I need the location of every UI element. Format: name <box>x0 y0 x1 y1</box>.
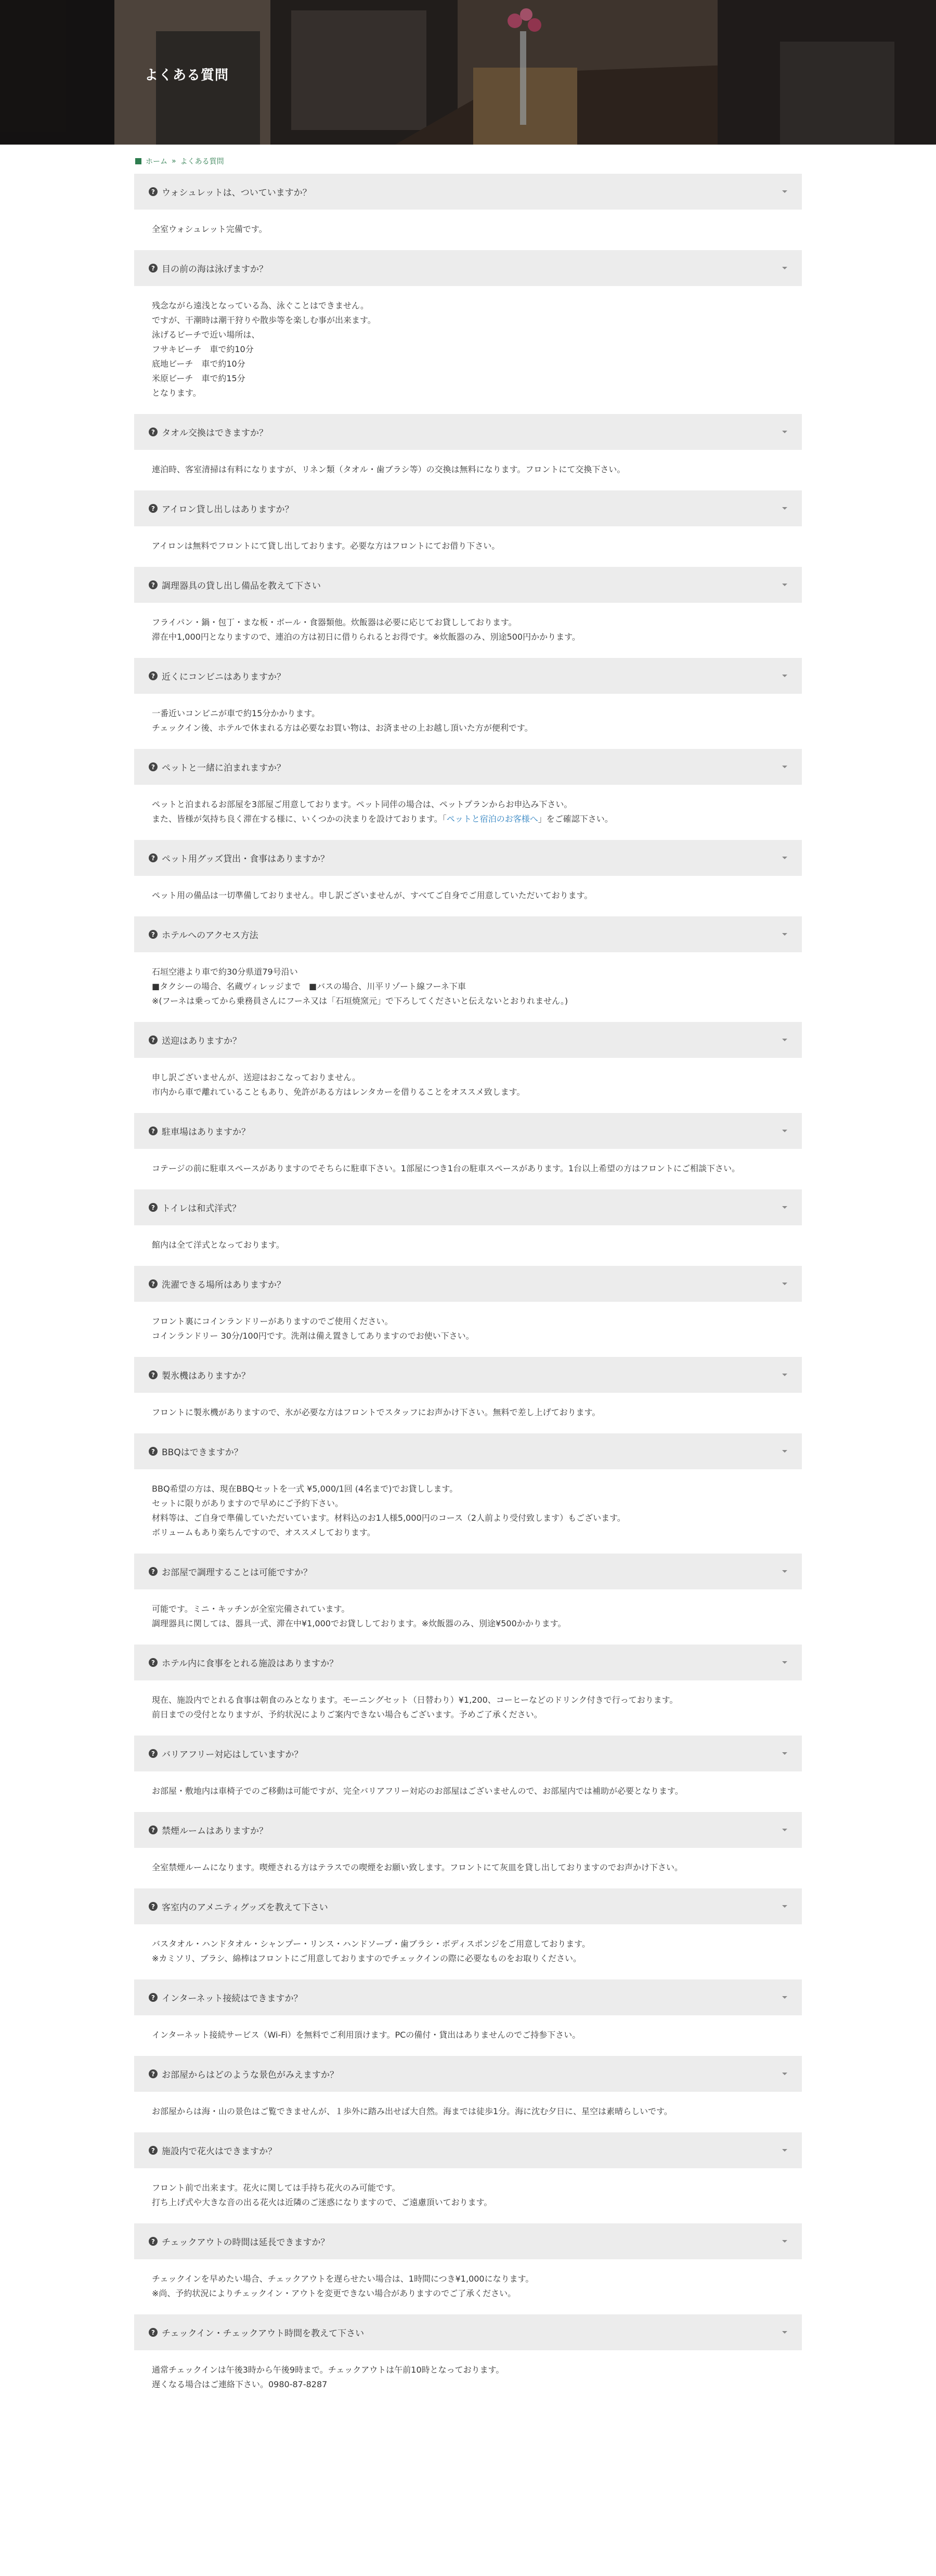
faq-item <box>134 1113 802 1189</box>
faq-question-text: チェックイン・チェックアウト時間を教えて下さい <box>162 2328 365 2339</box>
faq-item <box>134 174 802 250</box>
question-circle-icon: ? <box>149 2146 158 2155</box>
chevron-down-icon <box>782 1039 787 1041</box>
chevron-down-icon <box>782 933 787 936</box>
question-circle-icon: ? <box>149 671 158 680</box>
breadcrumb-home-link[interactable]: ホーム <box>146 158 167 166</box>
faq-question-text: インターネット接続はできますか？ <box>162 1994 303 2004</box>
faq-answer <box>134 2259 802 2314</box>
chevron-down-icon <box>782 1661 787 1664</box>
faq-question-toggle[interactable] <box>134 1736 802 1771</box>
faq-question-toggle[interactable] <box>134 658 802 694</box>
chevron-down-icon <box>782 1752 787 1755</box>
faq-item <box>134 414 802 490</box>
faq-answer-line: 材料等は、ご自身で準備していただいています。材料込のお1人様5,000円のコース（2人前より受付致します）もございます。 <box>152 1513 626 1523</box>
question-circle-icon: ? <box>149 1279 158 1288</box>
faq-answer <box>134 876 802 916</box>
question-circle-icon: ? <box>149 580 158 589</box>
faq-question-toggle[interactable] <box>134 567 802 603</box>
faq-answer <box>134 1058 802 1113</box>
faq-answer-line: フサキビーチ 車で約10分 <box>152 344 254 354</box>
chevron-down-icon <box>782 1130 787 1132</box>
faq-answer-line: 底地ビーチ 車で約10分 <box>152 359 245 369</box>
chevron-down-icon <box>782 2240 787 2243</box>
faq-question-text: 客室内のアメニティグッズを教えて下さい <box>162 1902 328 1913</box>
faq-question-toggle[interactable] <box>134 749 802 785</box>
faq-question-text: 調理器具の貸し出し備品を教えて下さい <box>162 581 321 591</box>
faq-answer-line: 打ち上げ式や大きな音の出る花火は近隣のご迷惑になりますので、ご遠慮頂いております。 <box>152 2197 492 2207</box>
faq-question-toggle[interactable] <box>134 1357 802 1393</box>
faq-question-text: 送迎はありますか？ <box>162 1036 241 1046</box>
faq-answer <box>134 1924 802 1979</box>
chevron-down-icon <box>782 2331 787 2334</box>
chevron-down-icon <box>782 431 787 433</box>
question-circle-icon: ? <box>149 1902 158 1911</box>
faq-question-toggle[interactable] <box>134 1812 802 1848</box>
faq-answer <box>134 1302 802 1357</box>
faq-answer-line: 米原ビーチ 車で約15分 <box>152 373 245 383</box>
breadcrumb-current: よくある質問 <box>180 158 224 166</box>
faq-answer-line: 一番近いコンビニが車で約15分かかります。 <box>152 708 320 718</box>
faq-item <box>134 840 802 916</box>
faq-question-toggle[interactable] <box>134 1979 802 2015</box>
faq-answer-line: ペット用の備品は一切準備しておりません。申し訳ございませんが、すべてご自身でご用意していただいております。 <box>152 890 593 900</box>
faq-answer <box>134 1848 802 1888</box>
faq-answer-line: 可能です。ミニ・キッチンが全室完備されています。 <box>152 1604 350 1614</box>
faq-answer-line: フロント裏にコインランドリーがありますのでご使用ください。 <box>152 1316 393 1326</box>
faq-item <box>134 2223 802 2314</box>
chevron-down-icon <box>782 190 787 193</box>
faq-answer-line: フロント前で出来ます。花火に関しては手持ち花火のみ可能です。 <box>152 2183 400 2193</box>
hero-overlay <box>0 0 936 145</box>
faq-answer <box>134 2092 802 2132</box>
faq-answer-line: お部屋・敷地内は車椅子でのご移動は可能ですが、完全バリアフリー対応のお部屋はございませんので、お部屋内では補助が必要となります。 <box>152 1786 683 1796</box>
faq-answer-line: コインランドリー 30分/100円です。洗剤は備え置きしてありますのでお使い下さい。 <box>152 1331 474 1341</box>
chevron-down-icon <box>782 1450 787 1453</box>
faq-answer-line: お部屋からは海・山の景色はご覧できませんが、１歩外に踏み出せば大自然。海までは徒歩1分。海に沈む夕日に、星空は素晴らしいです。 <box>152 2106 672 2116</box>
faq-question-text: 禁煙ルームはありますか？ <box>162 1826 268 1836</box>
faq-question-toggle[interactable] <box>134 414 802 450</box>
question-circle-icon: ? <box>149 1826 158 1834</box>
faq-question-toggle[interactable] <box>134 2132 802 2168</box>
faq-item <box>134 2056 802 2132</box>
faq-answer-line: 残念ながら遠浅となっている為、泳ぐことはできません。 <box>152 301 369 310</box>
faq-answer <box>134 2015 802 2056</box>
hero-banner <box>0 0 936 145</box>
question-circle-icon: ? <box>149 1567 158 1576</box>
faq-question-text: 施設内で花火はできますか？ <box>162 2146 277 2157</box>
faq-answer-line: フライパン・鍋・包丁・まな板・ボール・食器類他。炊飯器は必要に応じてお貸ししております。 <box>152 617 517 627</box>
faq-question-toggle[interactable] <box>134 840 802 876</box>
faq-answer-line: ですが、干潮時は潮干狩りや散歩等を楽しむ事が出来ます。 <box>152 315 376 325</box>
chevron-down-icon <box>782 1283 787 1285</box>
question-circle-icon: ? <box>149 187 158 196</box>
faq-item <box>134 490 802 567</box>
faq-question-toggle[interactable] <box>134 1433 802 1469</box>
chevron-down-icon <box>782 857 787 859</box>
faq-answer-line: 遅くなる場合はご連絡下さい。0980-87-8287 <box>152 2379 328 2389</box>
faq-question-text: ペットと一緒に泊まれますか？ <box>162 763 285 773</box>
faq-question-toggle[interactable] <box>134 174 802 210</box>
chevron-down-icon <box>782 2073 787 2075</box>
faq-answer-text: 」をご確認下さい。 <box>538 814 613 824</box>
faq-answer-line: 連泊時、客室清掃は有料になりますが、リネン類（タオル・歯ブラシ等）の交換は無料になります。フロントにて交換下さい。 <box>152 464 626 474</box>
faq-answer-line: インターネット接続サービス（Wi-Fi）を無料でご利用頂けます。PCの備付・貸出はありませんのでご持参下さい。 <box>152 2030 581 2040</box>
faq-item <box>134 2314 802 2405</box>
faq-question-text: タオル交換はできますか？ <box>162 428 268 438</box>
faq-item <box>134 2132 802 2223</box>
faq-question-toggle[interactable] <box>134 1554 802 1589</box>
faq-question-text: 製氷機はありますか？ <box>162 1371 250 1381</box>
faq-answer-line <box>152 812 784 826</box>
faq-answer-line: となります。 <box>152 388 201 398</box>
faq-answer <box>134 2168 802 2223</box>
faq-answer-text: また、皆様が気持ち良く滞在する様に、いくつかの決まりを設けております。「 <box>152 814 447 824</box>
faq-question-toggle[interactable] <box>134 1022 802 1058</box>
faq-question-toggle[interactable] <box>134 1189 802 1225</box>
question-circle-icon: ? <box>149 2237 158 2246</box>
breadcrumb-separator: » <box>172 157 176 165</box>
question-circle-icon: ? <box>149 1035 158 1044</box>
faq-answer-line: 全室禁煙ルームになります。喫煙される方はテラスでの喫煙をお願い致します。フロントにて灰皿を貸し出しておりますのでお声かけ下さい。 <box>152 1862 683 1872</box>
faq-question-text: ペット用グッズ貸出・食事はありますか？ <box>162 854 330 864</box>
faq-question-text: ホテル内に食事をとれる施設はありますか？ <box>162 1659 339 1669</box>
faq-answer-line: セットに限りがありますので早めにご予約下さい。 <box>152 1498 344 1508</box>
faq-answer <box>134 694 802 749</box>
faq-answer-line: ボリュームもあり楽ちんですので、オススメしております。 <box>152 1528 375 1537</box>
chevron-down-icon <box>782 267 787 269</box>
faq-answer <box>134 1393 802 1433</box>
chevron-down-icon <box>782 584 787 586</box>
question-circle-icon: ? <box>149 1658 158 1667</box>
faq-item <box>134 1645 802 1736</box>
faq-answer <box>134 286 802 414</box>
faq-question-text: 駐車場はありますか？ <box>162 1127 250 1137</box>
faq-answer-line: ※(フーネは乗ってから乗務員さんにフーネ又は「石垣焼窯元」で下ろしてくださいと伝えないとおりれません。) <box>152 996 568 1006</box>
faq-question-text: お部屋で調理することは可能ですか？ <box>162 1568 312 1578</box>
chevron-down-icon <box>782 766 787 768</box>
faq-answer <box>134 1589 802 1645</box>
faq-question-text: お部屋からはどのような景色がみえますか？ <box>162 2070 339 2080</box>
question-circle-icon: ? <box>149 428 158 436</box>
faq-answer <box>134 450 802 490</box>
faq-question-text: BBQはできますか？ <box>162 1447 243 1458</box>
faq-item <box>134 1979 802 2056</box>
chevron-down-icon <box>782 1996 787 1999</box>
faq-item <box>134 1266 802 1357</box>
faq-question-text: アイロン貸し出しはありますか？ <box>162 504 294 515</box>
faq-answer-line: ※カミソリ、ブラシ、綿棒はフロントにご用意しておりますのでチェックインの際に必要なものをお取りください。 <box>152 1953 582 1963</box>
question-circle-icon: ? <box>149 2069 158 2078</box>
faq-question-text: トイレは和式洋式？ <box>162 1203 241 1214</box>
faq-item <box>134 1357 802 1433</box>
faq-item <box>134 1022 802 1113</box>
question-circle-icon: ? <box>149 1993 158 2002</box>
faq-question-text: 目の前の海は泳げますか？ <box>162 264 268 275</box>
faq-answer-line: コテージの前に駐車スペースがありますのでそちらに駐車下さい。1部屋につき1台の駐車スペースがあります。1台以上希望の方はフロントにご相談下さい。 <box>152 1163 740 1173</box>
chevron-down-icon <box>782 1570 787 1573</box>
chevron-down-icon <box>782 2149 787 2152</box>
chevron-down-icon <box>782 1206 787 1209</box>
faq-question-toggle[interactable] <box>134 2223 802 2259</box>
faq-answer-line: 石垣空港より車で約30分県道79号沿い <box>152 967 298 977</box>
faq-answer <box>134 1680 802 1736</box>
breadcrumb <box>135 156 224 166</box>
faq-answer <box>134 1225 802 1266</box>
question-circle-icon: ? <box>149 853 158 862</box>
faq-list <box>134 174 802 2405</box>
question-circle-icon: ? <box>149 1447 158 1456</box>
faq-answer-line: 申し訳ございませんが、送迎はおこなっておりません。 <box>152 1072 360 1082</box>
faq-item <box>134 1433 802 1554</box>
faq-answer <box>134 952 802 1022</box>
question-circle-icon: ? <box>149 930 158 939</box>
faq-answer <box>134 2350 802 2405</box>
home-icon <box>135 158 141 164</box>
faq-item <box>134 1189 802 1266</box>
faq-question-toggle[interactable] <box>134 916 802 952</box>
faq-answer <box>134 526 802 567</box>
faq-answer-line: チェックインを早めたい場合、チェックアウトを遅らせたい場合は、1時間につき¥1,000になります。 <box>152 2274 534 2284</box>
faq-question-toggle[interactable] <box>134 1645 802 1680</box>
question-circle-icon: ? <box>149 1127 158 1135</box>
faq-answer <box>134 1469 802 1554</box>
faq-item <box>134 567 802 658</box>
faq-question-toggle[interactable] <box>134 1266 802 1302</box>
faq-answer <box>134 603 802 658</box>
pet-guests-link[interactable]: ペットと宿泊のお客様へ <box>446 814 538 824</box>
faq-answer-line: 前日までの受付となりますが、予約状況によりご案内できない場合もございます。予めご了承ください。 <box>152 1710 542 1719</box>
faq-question-toggle[interactable] <box>134 1888 802 1924</box>
question-circle-icon: ? <box>149 1370 158 1379</box>
faq-answer-line: 調理器具に関しては、器具一式、滞在中¥1,000でお貸ししております。※炊飯器のみ、別途¥500かかります。 <box>152 1619 566 1628</box>
faq-answer-line: BBQ希望の方は、現在BBQセットを一式 ¥5,000/1回 (4名まで)でお貸しします。 <box>152 1484 458 1494</box>
question-circle-icon: ? <box>149 1749 158 1758</box>
faq-answer-line: ペットと泊まれるお部屋を3部屋ご用意しております。ペット同伴の場合は、ペットプランからお申込み下さい。 <box>152 799 573 809</box>
faq-answer-line: 市内から車で離れていることもあり、免許がある方はレンタカーを借りることをオススメ致します。 <box>152 1087 525 1097</box>
faq-item <box>134 1736 802 1812</box>
faq-answer-line: フロントに製氷機がありますので、氷が必要な方はフロントでスタッフにお声かけ下さい。無料で差し上げております。 <box>152 1407 601 1417</box>
chevron-down-icon <box>782 1829 787 1831</box>
question-circle-icon: ? <box>149 1203 158 1212</box>
faq-question-text: ウォシュレットは、ついていますか？ <box>162 188 311 198</box>
faq-question-text: ホテルへのアクセス方法 <box>162 930 258 941</box>
chevron-down-icon <box>782 1905 787 1908</box>
faq-answer-line: 現在、施設内でとれる食事は朝食のみとなります。モーニングセット（日替わり）¥1,200、コーヒーなどのドリンク付きで行っております。 <box>152 1695 678 1705</box>
faq-answer-line: 全室ウォシュレット完備です。 <box>152 224 267 234</box>
faq-answer <box>134 1771 802 1812</box>
faq-answer <box>134 210 802 250</box>
faq-question-text: バリアフリー対応はしていますか？ <box>162 1750 303 1760</box>
faq-answer-line: 通常チェックインは午後3時から午後9時まで。チェックアウトは午前10時となっております。 <box>152 2365 504 2375</box>
page-title: よくある質問 <box>145 68 229 83</box>
faq-answer-line: ※尚、予約状況によりチェックイン・アウトを変更できない場合がありますのでご了承ください。 <box>152 2288 516 2298</box>
faq-answer-line: 滞在中1,000円となりますので、連泊の方は初日に借りられるとお得です。※炊飯器のみ、別途500円かかります。 <box>152 632 580 642</box>
chevron-down-icon <box>782 675 787 677</box>
faq-item <box>134 916 802 1022</box>
faq-item <box>134 749 802 840</box>
faq-item <box>134 1812 802 1888</box>
faq-answer-line: バスタオル・ハンドタオル・シャンプー・リンス・ハンドソープ・歯ブラシ・ボディスポンジをご用意しております。 <box>152 1939 590 1949</box>
faq-item <box>134 1888 802 1979</box>
faq-answer-line: ■タクシーの場合、名蔵ヴィレッジまで ■バスの場合、川平リゾート線フーネ下車 <box>152 981 466 991</box>
question-circle-icon: ? <box>149 2328 158 2337</box>
faq-answer-line: チェックイン後、ホテルで休まれる方は必要なお買い物は、お済ませの上お越し頂いた方が便利です。 <box>152 723 533 733</box>
faq-question-text: 洗濯できる場所はありますか？ <box>162 1280 285 1290</box>
chevron-down-icon <box>782 507 787 510</box>
faq-answer-line: 泳げるビーチで近い場所は、 <box>152 330 260 340</box>
faq-question-toggle[interactable] <box>134 250 802 286</box>
faq-answer-line: 館内は全て洋式となっております。 <box>152 1240 284 1250</box>
question-circle-icon: ? <box>149 504 158 513</box>
question-circle-icon: ? <box>149 264 158 273</box>
faq-question-text: チェックアウトの時間は延長できますか？ <box>162 2237 330 2248</box>
faq-item <box>134 658 802 749</box>
faq-answer <box>134 1149 802 1189</box>
question-circle-icon: ? <box>149 762 158 771</box>
faq-answer-line: アイロンは無料でフロントにて貸し出しております。必要な方はフロントにてお借り下さい。 <box>152 541 500 551</box>
faq-question-toggle[interactable] <box>134 2314 802 2350</box>
faq-item <box>134 250 802 414</box>
faq-question-text: 近くにコンビニはありますか？ <box>162 672 285 682</box>
faq-question-toggle[interactable] <box>134 490 802 526</box>
faq-answer <box>134 785 802 840</box>
chevron-down-icon <box>782 1374 787 1376</box>
faq-question-toggle[interactable] <box>134 2056 802 2092</box>
faq-question-toggle[interactable] <box>134 1113 802 1149</box>
faq-item <box>134 1554 802 1645</box>
